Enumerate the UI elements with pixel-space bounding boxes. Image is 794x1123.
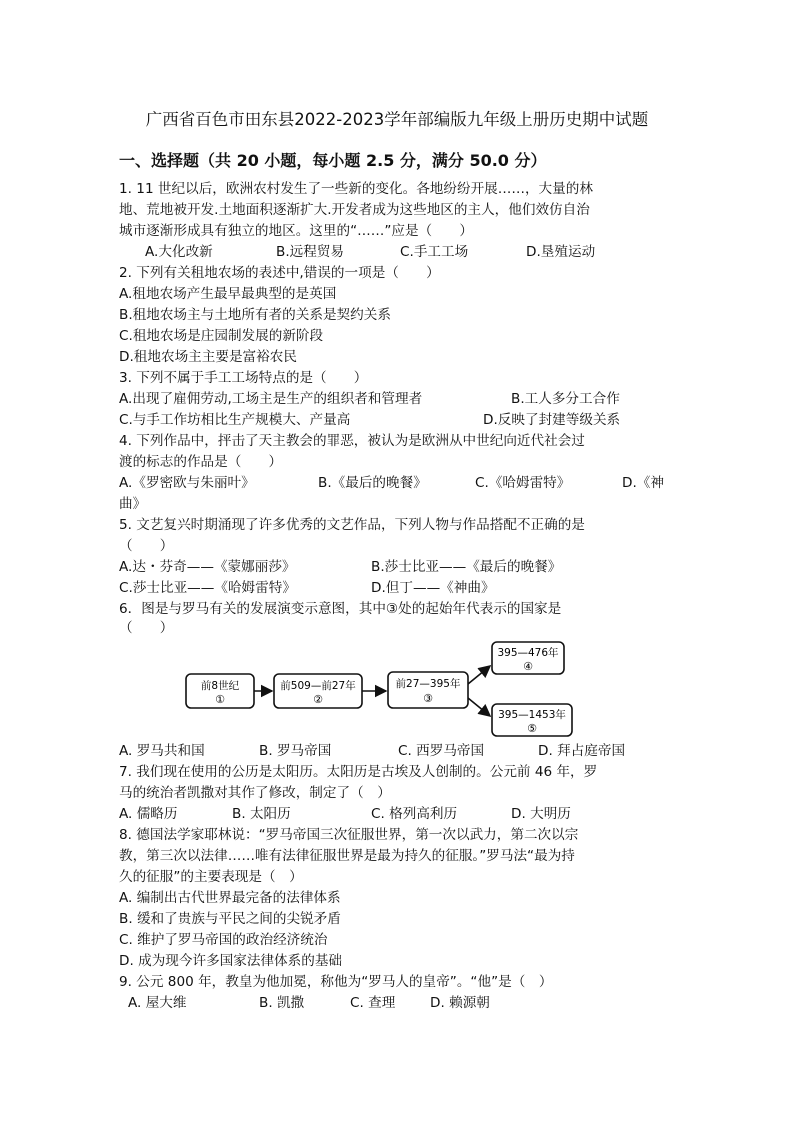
- q8-option-a: A. 编制出古代世界最完备的法律体系: [119, 890, 341, 906]
- box-5-label: 395—1453年: [498, 709, 566, 721]
- q6-stem-line-2: （ ）: [119, 620, 174, 636]
- q5-stem-line-2: （ ）: [119, 538, 174, 554]
- q4-stem-line-2: 渡的标志的作品是（ ）: [119, 454, 283, 470]
- q7-option-a: A. 儒略历: [119, 806, 178, 822]
- q4-option-b: B.《最后的晚餐》: [318, 475, 427, 491]
- exam-title: 广西省百色市田东县2022-2023学年部编版九年级上册历史期中试题: [145, 110, 649, 129]
- q1-option-a: A.大化改新: [145, 244, 213, 260]
- q4-option-a: A.《罗密欧与朱丽叶》: [119, 475, 255, 491]
- q8-stem-line-2: 教，第三次以法律……唯有法律征服世界是最为持久的征服。”罗马法“最为持: [119, 848, 575, 864]
- arrow-3-5: [468, 698, 490, 716]
- diagram-box-3: [388, 672, 468, 708]
- box-2-label: 前509—前27年: [280, 680, 356, 692]
- q3-option-d: D.反映了封建等级关系: [483, 412, 621, 428]
- q4-option-d-continued: 曲》: [119, 496, 147, 512]
- q4-stem-line-1: 4. 下列作品中，抨击了天主教会的罪恶，被认为是欧洲从中世纪向近代社会过: [119, 433, 585, 449]
- q1-stem-line-1: 1. 11 世纪以后，欧洲农村发生了一些新的变化。各地纷纷开展……，大量的林: [119, 181, 593, 197]
- q8-option-d: D. 成为现今许多国家法律体系的基础: [119, 953, 343, 969]
- q8-option-b: B. 缓和了贵族与平民之间的尖锐矛盾: [119, 911, 341, 927]
- q6-stem-line-1: 6．图是与罗马有关的发展演变示意图，其中③处的起始年代表示的国家是: [119, 601, 562, 617]
- arrow-3-4: [468, 666, 490, 684]
- q4-option-d: D.《神: [622, 475, 664, 491]
- q2-option-a: A.租地农场产生最早最典型的是英国: [119, 286, 337, 302]
- q6-option-b: B. 罗马帝国: [259, 743, 332, 759]
- q8-stem-line-1: 8. 德国法学家耶林说：“罗马帝国三次征服世界，第一次以武力，第二次以宗: [119, 827, 579, 843]
- q1-stem-line-3: 城市逐渐形成具有独立的地区。这里的“……”应是（ ）: [119, 223, 473, 239]
- q7-option-b: B. 太阳历: [232, 806, 291, 822]
- box-5-number: ⑤: [527, 722, 537, 735]
- box-3-label: 前27—395年: [395, 678, 461, 690]
- q7-stem-line-2: 马的统治者凯撒对其作了修改，制定了（ ）: [119, 785, 391, 801]
- q2-option-d: D.租地农场主主要是富裕农民: [119, 349, 297, 365]
- q6-option-a: A. 罗马共和国: [119, 743, 205, 759]
- q7-option-d: D. 大明历: [511, 806, 571, 822]
- box-4-label: 395—476年: [497, 647, 559, 659]
- diagram-box-1: [186, 674, 254, 708]
- q3-option-c: C.与手工作坊相比生产规模大、产量高: [119, 412, 351, 428]
- q9-stem: 9. 公元 800 年，教皇为他加冕，称他为“罗马人的皇帝”。“他”是（ ）: [119, 974, 553, 990]
- q5-option-c: C.莎士比亚——《哈姆雷特》: [119, 580, 296, 596]
- q1-option-b: B.远程贸易: [276, 244, 345, 260]
- q9-option-a: A. 屋大维: [128, 995, 187, 1011]
- q2-option-b: B.租地农场主与土地所有者的关系是契约关系: [119, 307, 391, 323]
- q7-option-c: C. 格列高利历: [371, 806, 458, 822]
- q1-stem-line-2: 地、荒地被开发.土地面积逐渐扩大.开发者成为这些地区的主人，他们效仿自治: [119, 202, 590, 218]
- box-2-number: ②: [313, 693, 323, 706]
- q1-option-c: C.手工工场: [400, 244, 469, 260]
- box-3-number: ③: [423, 692, 433, 705]
- box-4-number: ④: [523, 660, 533, 673]
- q3-option-b: B.工人多分工合作: [511, 391, 620, 407]
- q5-stem-line-1: 5. 文艺复兴时期涌现了许多优秀的文艺作品，下列人物与作品搭配不正确的是: [119, 517, 585, 533]
- q9-option-b: B. 凯撒: [259, 995, 305, 1011]
- q2-option-c: C.租地农场是庄园制发展的新阶段: [119, 328, 324, 344]
- box-1-label: 前8世纪: [200, 680, 240, 692]
- q3-stem: 3. 下列不属于手工工场特点的是（ ）: [119, 370, 368, 386]
- rome-evolution-diagram: [180, 636, 580, 740]
- q5-option-a: A.达・芬奇——《蒙娜丽莎》: [119, 559, 296, 575]
- q8-option-c: C. 维护了罗马帝国的政治经济统治: [119, 932, 328, 948]
- q6-option-d: D. 拜占庭帝国: [538, 743, 626, 759]
- q3-option-a: A.出现了雇佣劳动,工场主是生产的组织者和管理者: [119, 391, 423, 407]
- q7-stem-line-1: 7. 我们现在使用的公历是太阳历。太阳历是古埃及人创制的。公元前 46 年，罗: [119, 764, 598, 780]
- q4-option-c: C.《哈姆雷特》: [475, 475, 571, 491]
- q2-stem: 2. 下列有关租地农场的表述中,错误的一项是（ ）: [119, 265, 440, 281]
- box-1-number: ①: [215, 693, 225, 706]
- q5-option-d: D.但丁——《神曲》: [371, 580, 495, 596]
- diagram-box-5: [492, 704, 572, 736]
- diagram-box-4: [492, 642, 564, 674]
- q8-stem-line-3: 久的征服”的主要表现是（ ）: [119, 869, 303, 885]
- q5-option-b: B.莎士比亚——《最后的晚餐》: [371, 559, 562, 575]
- q9-option-c: C. 查理: [350, 995, 396, 1011]
- diagram-box-2: [274, 674, 362, 708]
- q1-option-d: D.垦殖运动: [526, 244, 596, 260]
- section-heading: 一、选择题（共 20 小题，每小题 2.5 分，满分 50.0 分）: [119, 151, 547, 170]
- q9-option-d: D. 赖源朝: [430, 995, 490, 1011]
- q6-option-c: C. 西罗马帝国: [398, 743, 485, 759]
